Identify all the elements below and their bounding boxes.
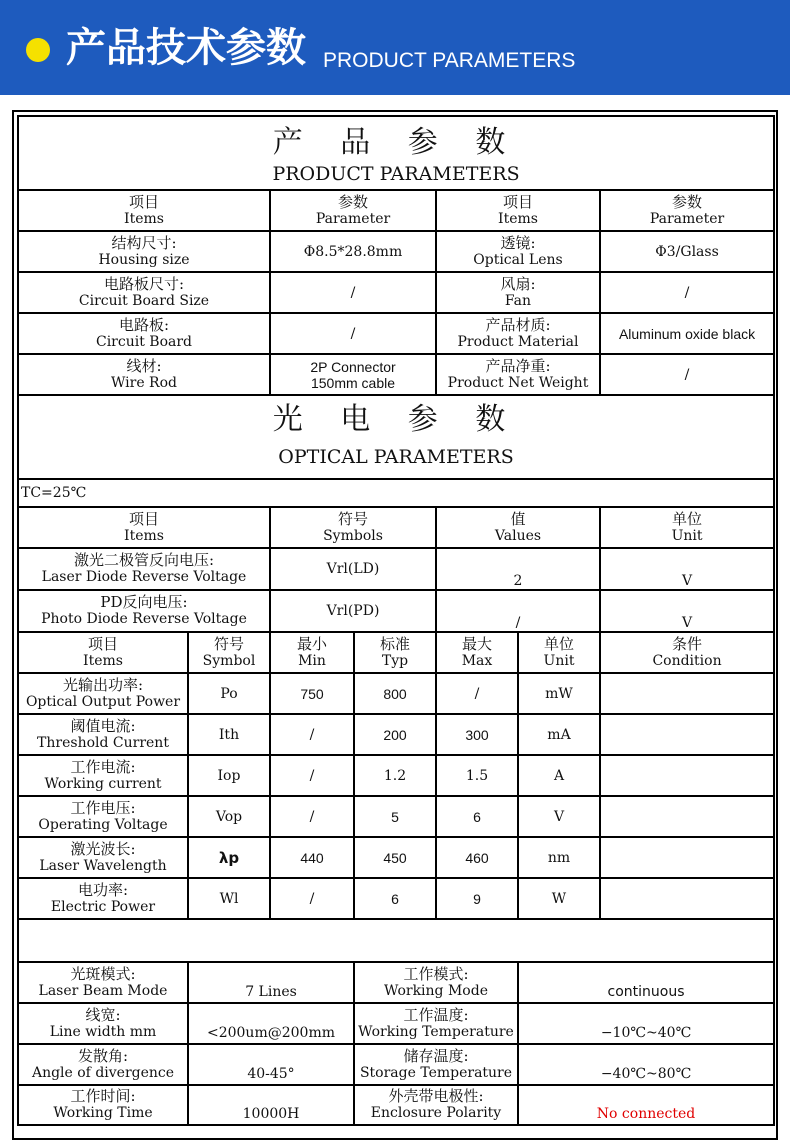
item-en: Circuit Board bbox=[95, 333, 192, 350]
item-cell bbox=[436, 354, 600, 395]
item-en: Operating Voltage bbox=[38, 816, 168, 833]
item-en: Line width mm bbox=[49, 1023, 157, 1040]
value-cell: Aluminum oxide black bbox=[600, 313, 774, 354]
table-row bbox=[18, 962, 774, 1003]
item-cell bbox=[18, 714, 188, 755]
banner-title-en: PRODUCT PARAMETERS bbox=[323, 49, 576, 72]
optical-title bbox=[18, 395, 774, 479]
value-cell: −40℃~80℃ bbox=[518, 1044, 774, 1085]
header-cn: 条件 bbox=[672, 634, 703, 653]
item-cn: 电路板尺寸: bbox=[103, 274, 185, 293]
polarity-value: No connected bbox=[518, 1085, 774, 1125]
item-cell bbox=[436, 272, 600, 313]
item-cell bbox=[18, 673, 188, 714]
header-en: Min bbox=[298, 652, 326, 669]
header-cell bbox=[18, 632, 188, 673]
item-en: Optical Output Power bbox=[25, 693, 181, 710]
condition-cell bbox=[600, 714, 774, 755]
header-banner bbox=[0, 0, 790, 95]
typ-cell: 6 bbox=[354, 878, 436, 919]
symbol-cell: Vop bbox=[188, 796, 270, 837]
symbol-cell: λp bbox=[188, 837, 270, 878]
table-row bbox=[18, 313, 774, 354]
item-cn: 风扇: bbox=[500, 274, 536, 293]
item-cn: 电功率: bbox=[77, 880, 129, 899]
item-en: Threshold Current bbox=[37, 734, 169, 751]
min-cell: / bbox=[270, 796, 354, 837]
header-cell bbox=[354, 632, 436, 673]
header-en: Unit bbox=[543, 652, 575, 669]
header-cell bbox=[518, 632, 600, 673]
table-row bbox=[18, 1085, 774, 1125]
value-cell: continuous bbox=[518, 962, 774, 1003]
value-cell: Φ8.5*28.8mm bbox=[270, 231, 436, 272]
item-en: Working Mode bbox=[384, 982, 488, 999]
item-cell bbox=[18, 354, 270, 395]
header-cell bbox=[188, 632, 270, 673]
header-cell bbox=[18, 507, 270, 548]
item-cn: PD反向电压: bbox=[100, 593, 188, 611]
condition-cell bbox=[600, 837, 774, 878]
table-row bbox=[18, 354, 774, 395]
table-row bbox=[18, 272, 774, 313]
header-cn: 单位 bbox=[543, 634, 574, 653]
header-cn: 最小 bbox=[296, 634, 327, 653]
product-header-row bbox=[18, 190, 774, 231]
item-cn: 电路板: bbox=[118, 315, 170, 334]
optical-title-en: OPTICAL PARAMETERS bbox=[278, 446, 514, 468]
header-cell bbox=[270, 632, 354, 673]
item-en: Angle of divergence bbox=[31, 1064, 175, 1081]
item-en: Working current bbox=[44, 775, 162, 792]
unit-cell: V bbox=[518, 796, 600, 837]
item-cell bbox=[18, 796, 188, 837]
typ-cell: 5 bbox=[354, 796, 436, 837]
item-cell bbox=[354, 1044, 518, 1085]
header-en: Symbol bbox=[202, 652, 256, 669]
header-en: Values bbox=[494, 527, 542, 544]
item-cn: 光输出功率: bbox=[62, 675, 144, 694]
tc-row bbox=[18, 479, 774, 507]
header-en: Unit bbox=[671, 527, 703, 544]
value-line: 2P Connector bbox=[310, 358, 396, 375]
item-en: Wire Rod bbox=[111, 374, 177, 391]
unit-cell: A bbox=[518, 755, 600, 796]
min-cell: / bbox=[270, 714, 354, 755]
product-title-row bbox=[18, 116, 774, 190]
header-en: Condition bbox=[652, 652, 722, 669]
symbol-cell: Iop bbox=[188, 755, 270, 796]
item-cn: 透镜: bbox=[500, 233, 536, 252]
test-condition: TC=25℃ bbox=[18, 479, 774, 507]
max-cell: 6 bbox=[436, 796, 518, 837]
item-cell bbox=[18, 231, 270, 272]
header-en: Items bbox=[124, 527, 164, 544]
item-cn: 产品净重: bbox=[485, 356, 551, 375]
unit-cell: V bbox=[600, 548, 774, 590]
item-cell bbox=[18, 590, 270, 632]
header-cell bbox=[18, 190, 270, 231]
item-en: Circuit Board Size bbox=[78, 292, 210, 309]
parameter-sheet bbox=[12, 110, 778, 1140]
item-en: Enclosure Polarity bbox=[370, 1105, 502, 1121]
item-cell bbox=[354, 1003, 518, 1044]
header-cn: 项目 bbox=[87, 634, 118, 653]
table-row bbox=[18, 548, 774, 590]
item-en: Product Material bbox=[457, 333, 579, 350]
spec-header-row bbox=[18, 632, 774, 673]
item-cell bbox=[18, 962, 188, 1003]
spacer-row bbox=[18, 919, 774, 962]
header-cn: 最大 bbox=[461, 634, 492, 653]
item-cn: 产品材质: bbox=[485, 315, 551, 334]
condition-cell bbox=[600, 673, 774, 714]
header-cell bbox=[436, 507, 600, 548]
header-en: Items bbox=[498, 210, 538, 227]
typ-cell: 450 bbox=[354, 837, 436, 878]
header-cn: 值 bbox=[510, 509, 526, 528]
header-en: Items bbox=[124, 210, 164, 227]
header-cell bbox=[436, 190, 600, 231]
item-cn: 工作时间: bbox=[70, 1087, 136, 1105]
item-cn: 工作电流: bbox=[70, 757, 136, 776]
value-cell: 2 bbox=[436, 548, 600, 590]
item-cell bbox=[18, 878, 188, 919]
table-row bbox=[18, 755, 774, 796]
item-cell bbox=[18, 1003, 188, 1044]
value-cell: / bbox=[270, 313, 436, 354]
condition-cell bbox=[600, 878, 774, 919]
item-en: Working Temperature bbox=[358, 1023, 514, 1040]
item-cell bbox=[436, 231, 600, 272]
table-row bbox=[18, 590, 774, 632]
typ-cell: 200 bbox=[354, 714, 436, 755]
item-en: Working Time bbox=[53, 1105, 153, 1121]
item-cn: 激光二极管反向电压: bbox=[73, 551, 215, 569]
value-cell: / bbox=[436, 590, 600, 632]
symbol-cell: Po bbox=[188, 673, 270, 714]
typ-cell: 1.2 bbox=[354, 755, 436, 796]
item-cn: 结构尺寸: bbox=[111, 233, 177, 252]
table-row bbox=[18, 673, 774, 714]
value-cell: / bbox=[600, 272, 774, 313]
table-row bbox=[18, 796, 774, 837]
item-cell bbox=[18, 548, 270, 590]
table-row bbox=[18, 1003, 774, 1044]
banner-title-cn: 产品技术参数 bbox=[66, 25, 306, 71]
header-cell bbox=[600, 507, 774, 548]
header-en: Typ bbox=[381, 652, 409, 669]
item-en: Optical Lens bbox=[473, 251, 563, 268]
item-cell bbox=[18, 755, 188, 796]
item-cell bbox=[18, 272, 270, 313]
optical-title-row bbox=[18, 395, 774, 479]
item-cn: 激光波长: bbox=[70, 839, 136, 858]
header-cell bbox=[600, 632, 774, 673]
header-cn: 项目 bbox=[128, 509, 159, 528]
symbol-cell: Wl bbox=[188, 878, 270, 919]
value-cell bbox=[270, 354, 436, 395]
header-cn: 项目 bbox=[502, 192, 533, 211]
product-title-cn: 产 品 参 数 bbox=[272, 125, 520, 160]
header-en: Symbols bbox=[323, 527, 383, 544]
optical-title-cn: 光 电 参 数 bbox=[272, 402, 520, 437]
item-en: Photo Diode Reverse Voltage bbox=[41, 611, 247, 627]
min-cell: 440 bbox=[270, 837, 354, 878]
item-cn: 发散角: bbox=[77, 1046, 129, 1065]
header-cell bbox=[270, 190, 436, 231]
parameter-table bbox=[17, 115, 775, 1126]
empty-cell bbox=[18, 919, 774, 962]
header-cell bbox=[270, 507, 436, 548]
min-cell: / bbox=[270, 878, 354, 919]
bullet-dot-icon bbox=[26, 38, 50, 62]
unit-cell: mA bbox=[518, 714, 600, 755]
min-cell: / bbox=[270, 755, 354, 796]
item-en: Product Net Weight bbox=[447, 374, 589, 391]
value-line: 150mm cable bbox=[310, 374, 396, 391]
item-cn: 线材: bbox=[126, 356, 162, 375]
symbol-cell: Ith bbox=[188, 714, 270, 755]
header-en: Parameter bbox=[315, 210, 391, 227]
optical-header-row bbox=[18, 507, 774, 548]
unit-cell: nm bbox=[518, 837, 600, 878]
item-cell bbox=[18, 1085, 188, 1125]
header-cn: 参数 bbox=[672, 192, 703, 211]
header-cn: 符号 bbox=[337, 509, 368, 528]
item-cn: 工作模式: bbox=[403, 964, 469, 983]
value-cell: 40-45° bbox=[188, 1044, 354, 1085]
item-cn: 工作电压: bbox=[70, 798, 136, 817]
max-cell: 1.5 bbox=[436, 755, 518, 796]
product-title bbox=[18, 116, 774, 190]
condition-cell bbox=[600, 755, 774, 796]
item-en: Electric Power bbox=[50, 898, 156, 915]
header-en: Parameter bbox=[649, 210, 725, 227]
item-en: Housing size bbox=[98, 251, 190, 268]
table-row bbox=[18, 714, 774, 755]
item-cn: 工作温度: bbox=[403, 1005, 469, 1024]
header-en: Max bbox=[461, 652, 493, 669]
header-cn: 项目 bbox=[128, 192, 159, 211]
value-cell: / bbox=[270, 272, 436, 313]
product-title-en: PRODUCT PARAMETERS bbox=[272, 163, 520, 185]
item-cn: 光斑模式: bbox=[70, 964, 136, 983]
item-cell bbox=[354, 1085, 518, 1125]
symbol-cell: Vrl(LD) bbox=[270, 548, 436, 590]
item-en: Laser Wavelength bbox=[39, 857, 167, 874]
item-cell bbox=[354, 962, 518, 1003]
table-row bbox=[18, 231, 774, 272]
header-cn: 参数 bbox=[337, 192, 368, 211]
header-cn: 单位 bbox=[672, 509, 703, 528]
value-cell: <200um@200mm bbox=[188, 1003, 354, 1044]
value-cell: 7 Lines bbox=[188, 962, 354, 1003]
max-cell: 460 bbox=[436, 837, 518, 878]
condition-cell bbox=[600, 796, 774, 837]
min-cell: 750 bbox=[270, 673, 354, 714]
unit-cell: V bbox=[600, 590, 774, 632]
typ-cell: 800 bbox=[354, 673, 436, 714]
header-cn: 符号 bbox=[213, 634, 244, 653]
header-cell bbox=[600, 190, 774, 231]
item-cn: 线宽: bbox=[85, 1005, 121, 1024]
item-en: Laser Beam Mode bbox=[38, 982, 168, 999]
item-cell bbox=[18, 1044, 188, 1085]
table-row bbox=[18, 878, 774, 919]
item-en: Laser Diode Reverse Voltage bbox=[41, 569, 247, 585]
header-cell bbox=[436, 632, 518, 673]
value-cell: −10℃~40℃ bbox=[518, 1003, 774, 1044]
max-cell: / bbox=[436, 673, 518, 714]
item-en: Fan bbox=[504, 292, 532, 309]
item-cell bbox=[18, 313, 270, 354]
header-en: Items bbox=[83, 652, 123, 669]
unit-cell: W bbox=[518, 878, 600, 919]
table-row bbox=[18, 837, 774, 878]
value-cell: / bbox=[600, 354, 774, 395]
unit-cell: mW bbox=[518, 673, 600, 714]
max-cell: 9 bbox=[436, 878, 518, 919]
item-en: Storage Temperature bbox=[359, 1064, 513, 1081]
item-cn: 阈值电流: bbox=[70, 716, 136, 735]
item-cell bbox=[436, 313, 600, 354]
table-row bbox=[18, 1044, 774, 1085]
item-cn: 外壳带电极性: bbox=[388, 1087, 484, 1105]
value-cell: Φ3/Glass bbox=[600, 231, 774, 272]
item-cn: 储存温度: bbox=[403, 1046, 469, 1065]
max-cell: 300 bbox=[436, 714, 518, 755]
header-cn: 标准 bbox=[379, 634, 410, 653]
symbol-cell: Vrl(PD) bbox=[270, 590, 436, 632]
item-cell bbox=[18, 837, 188, 878]
value-cell: 10000H bbox=[188, 1085, 354, 1125]
